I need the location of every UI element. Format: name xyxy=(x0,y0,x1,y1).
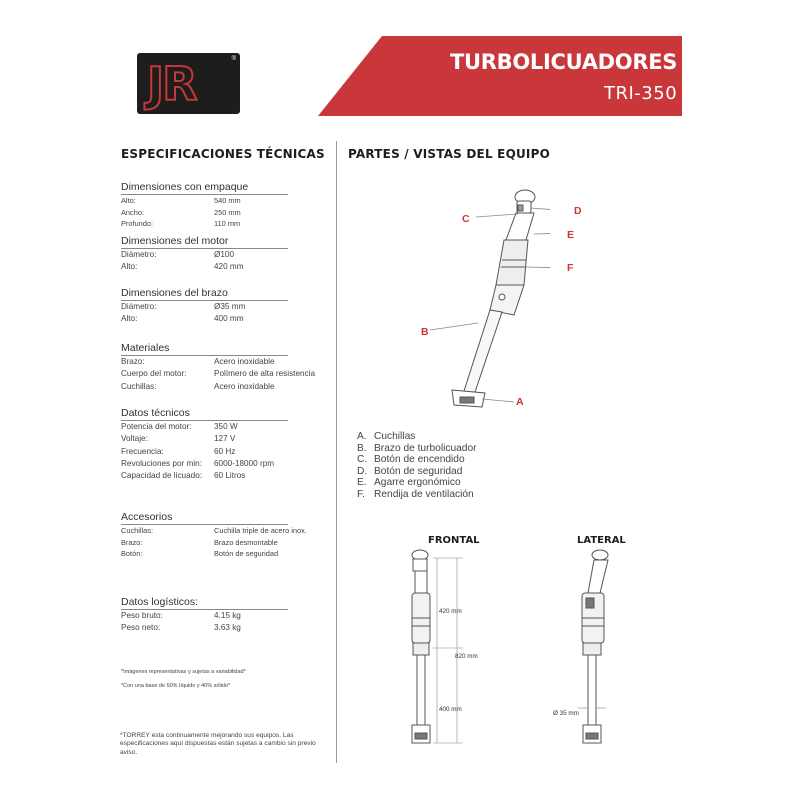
dim-motor-height: 420 mm xyxy=(439,608,462,615)
list-item: F. Rendija de ventilación xyxy=(357,488,474,500)
spec-group-title: Dimensiones del brazo xyxy=(121,287,288,301)
list-item: C. Botón de encendido xyxy=(357,454,465,466)
jr-logo xyxy=(137,53,240,114)
spec-group-materials xyxy=(121,342,316,393)
spec-group-title: Accesorios xyxy=(121,511,288,525)
spec-row: Potencia del motor: 350 W xyxy=(121,422,238,431)
spec-row: Peso bruto: 4.15 kg xyxy=(121,611,241,620)
spec-row: Alto: 540 mm xyxy=(121,196,241,205)
header-banner xyxy=(318,36,682,116)
spec-row: Ancho: 250 mm xyxy=(121,207,241,217)
spec-row: Botón: Botón de seguridad xyxy=(121,549,279,559)
logo-text: JR xyxy=(147,57,196,111)
list-item: B. Brazo de turbolicuador xyxy=(357,442,477,454)
image-disclaimer: *Imágenes representativas y sujetas a variabilidad* xyxy=(121,669,246,675)
spec-row: Peso neto: 3.63 kg xyxy=(121,623,241,633)
column-divider xyxy=(336,141,337,763)
frontal-view-title: FRONTAL xyxy=(428,535,480,546)
dim-arm-diameter: Ø 35 mm xyxy=(553,710,579,717)
registered-mark: ® xyxy=(231,56,236,62)
callout-f: F xyxy=(567,262,574,274)
callout-a: A xyxy=(516,396,524,408)
lateral-view-title: LATERAL xyxy=(577,535,626,546)
spec-group-title: Materiales xyxy=(121,342,288,356)
callout-c: C xyxy=(462,213,470,225)
spec-row: Cuchillas: Acero inoxidable xyxy=(121,381,275,391)
spec-group-title: Datos técnicos xyxy=(121,407,288,421)
dim-arm-height: 400 mm xyxy=(439,706,462,713)
spec-group-motor xyxy=(121,235,288,274)
spec-group-logistics xyxy=(121,596,288,635)
callout-d: D xyxy=(574,205,582,217)
callout-e: E xyxy=(567,229,575,241)
list-item: A. Cuchillas xyxy=(357,431,416,442)
spec-group-title: Dimensiones del motor xyxy=(121,235,288,249)
spec-row: Capacidad de licuado: 60 Litros xyxy=(121,471,246,481)
spec-row: Voltaje: 127 V xyxy=(121,434,236,444)
spec-group-technical xyxy=(121,407,288,482)
parts-heading: PARTES / VISTAS DEL EQUIPO xyxy=(348,147,550,161)
dim-total-height: 820 mm xyxy=(455,653,478,660)
spec-group-title: Datos logísticos: xyxy=(121,596,288,610)
spec-row: Cuerpo del motor: Polímero de alta resistencia xyxy=(121,369,316,379)
lateral-view-drawing xyxy=(560,548,630,748)
spec-group-arm xyxy=(121,287,288,326)
callout-b: B xyxy=(421,326,429,338)
spec-row: Alto: 400 mm xyxy=(121,314,244,324)
list-item: E. Agarre ergonómico xyxy=(357,477,461,489)
spec-group-packaging xyxy=(121,181,288,230)
spec-row: Cuchillas: Cuchilla triple de acero inox. xyxy=(121,526,307,535)
spec-row: Alto: 420 mm xyxy=(121,262,244,272)
spec-row: Diámetro: Ø35 mm xyxy=(121,302,246,311)
frontal-view-drawing xyxy=(395,548,475,748)
spec-row: Profundo: 110 mm xyxy=(121,219,241,229)
parts-list xyxy=(357,431,477,501)
capacity-note: *Con una base de 60% líquido y 40% sólido* xyxy=(121,683,231,689)
product-category-title: TURBOLICUADORES xyxy=(450,50,678,74)
spec-group-accessories xyxy=(121,511,307,560)
spec-row: Brazo: Brazo desmontable xyxy=(121,537,278,547)
spec-row: Frecuencia: 60 Hz xyxy=(121,446,236,456)
spec-row: Brazo: Acero inoxidable xyxy=(121,357,275,366)
footer-disclaimer: *TORREY esta continuamente mejorando sus equipos. Las especificaciones aquí dispuestas están sujetas a cambio sin previo aviso. xyxy=(120,732,316,756)
list-item: D. Botón de seguridad xyxy=(357,465,463,477)
spec-row: Diámetro: Ø100 xyxy=(121,250,235,259)
spec-row: Revoluciones por min: 6000-18000 rpm xyxy=(121,458,275,468)
specs-heading: ESPECIFICACIONES TÉCNICAS xyxy=(121,147,325,161)
product-model: TRI-350 xyxy=(604,83,678,104)
spec-group-title: Dimensiones con empaque xyxy=(121,181,288,195)
product-diagram xyxy=(430,185,550,415)
